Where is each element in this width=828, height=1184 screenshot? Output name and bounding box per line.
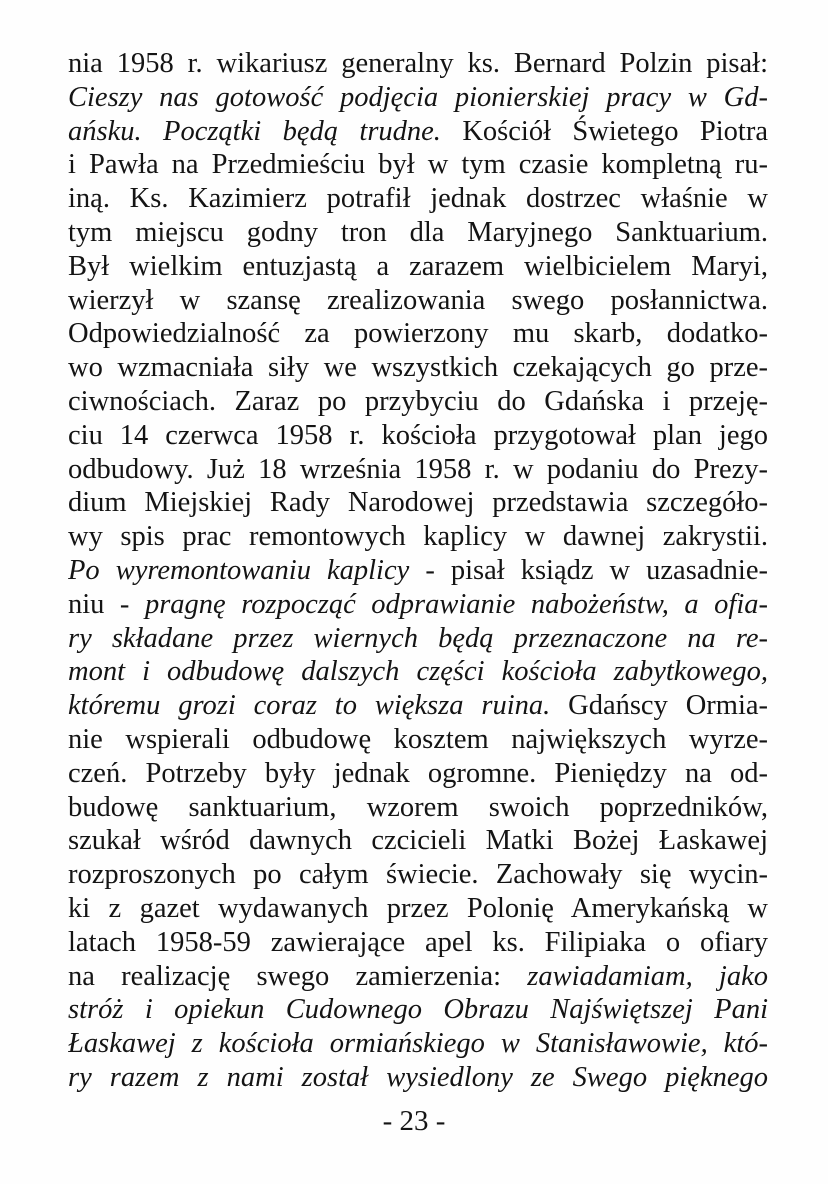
text-segment-roman: Był wielkim entuzjastą a zarazem wielbicielem Maryi, — [68, 250, 768, 282]
text-line — [68, 757, 768, 791]
text-segment-roman: rozproszonych po całym świecie. Zachowały się wycin- — [68, 859, 768, 891]
text-line — [68, 419, 768, 453]
page-number: - 23 - — [382, 1105, 446, 1137]
text-line — [68, 47, 768, 81]
text-segment-roman: Odpowiedzialność za powierzony mu skarb, dodatko- — [68, 318, 768, 350]
text-line — [68, 1027, 768, 1061]
text-line — [68, 723, 768, 757]
text-line — [68, 351, 768, 385]
text-line — [68, 385, 768, 419]
text-line — [68, 317, 768, 351]
text-segment-roman: - pisał ksiądz w uzasadnie- — [409, 554, 768, 586]
text-segment-roman: wo wzmacniała siły we wszystkich czekających go prze- — [68, 352, 768, 384]
text-segment-roman: niu - — [68, 588, 145, 620]
text-segment-italic: ańsku. Początki będą trudne. — [68, 115, 441, 147]
text-segment-italic: stróż i opiekun Cudownego Obrazu Najświętszej Pani — [68, 994, 768, 1026]
text-line — [68, 216, 768, 250]
text-line — [68, 115, 768, 149]
text-segment-italic: Cieszy nas gotowość podjęcia pionierskiej pracy w Gd- — [68, 81, 768, 113]
text-line — [68, 655, 768, 689]
text-segment-italic: pragnę rozpocząć odprawianie nabożeństw, a ofia- — [144, 588, 768, 620]
text-segment-roman: latach 1958-59 zawierające apel ks. Filipiaka o ofiary — [68, 926, 768, 958]
text-line — [68, 182, 768, 216]
text-line — [68, 960, 768, 994]
text-line — [68, 1061, 768, 1095]
text-line — [68, 284, 768, 318]
text-line — [68, 622, 768, 656]
text-segment-roman: ki z gazet wydawanych przez Polonię Amerykańską w — [68, 892, 768, 924]
text-segment-roman: budowę sanktuarium, wzorem swoich poprzedników, — [68, 791, 768, 823]
text-segment-roman: nie wspierali odbudowę kosztem największych wyrze- — [68, 723, 768, 755]
text-line — [68, 588, 768, 622]
text-line — [68, 81, 768, 115]
text-segment-italic: zawiadamiam, jako — [527, 960, 768, 992]
text-line — [68, 554, 768, 588]
text-segment-roman: Kościół Świetego Piotra — [440, 115, 768, 147]
text-segment-italic: Po wyremontowaniu kaplicy — [68, 554, 410, 586]
text-segment-roman: wy spis prac remontowych kaplicy w dawnej zakrystii. — [68, 521, 768, 553]
text-segment-roman: tym miejscu godny tron dla Maryjnego Sanktuarium. — [68, 216, 768, 248]
text-line — [68, 824, 768, 858]
text-line — [68, 892, 768, 926]
text-line — [68, 520, 768, 554]
text-segment-italic: ry składane przez wiernych będą przeznaczone na re- — [68, 622, 768, 654]
text-line — [68, 993, 768, 1027]
text-segment-roman: ciwnościach. Zaraz po przybyciu do Gdańska i przeję- — [68, 385, 768, 417]
text-line — [68, 453, 768, 487]
text-segment-roman: iną. Ks. Kazimierz potrafił jednak dostrzec właśnie w — [68, 183, 768, 215]
text-segment-roman: nia 1958 r. wikariusz generalny ks. Bernard Polzin pisał: — [68, 48, 768, 79]
text-segment-roman: ciu 14 czerwca 1958 r. kościoła przygotował plan jego — [68, 419, 768, 451]
text-line — [68, 689, 768, 723]
body-text — [68, 47, 768, 1095]
text-line — [68, 791, 768, 825]
text-segment-roman: odbudowy. Już 18 września 1958 r. w podaniu do Prezy- — [68, 453, 768, 485]
text-segment-roman: szukał wśród dawnych czcicieli Matki Bożej Łaskawej — [68, 825, 768, 857]
text-segment-italic: ry razem z nami został wysiedlony ze Swego pięknego — [68, 1061, 768, 1093]
text-line — [68, 148, 768, 182]
text-line — [68, 486, 768, 520]
text-segment-italic: któremu grozi coraz to większa ruina. — [68, 690, 551, 722]
text-line — [68, 858, 768, 892]
text-segment-roman: i Pawła na Przedmieściu był w tym czasie kompletną ru- — [68, 149, 768, 181]
text-segment-roman: wierzył w szansę zrealizowania swego posłannictwa. — [68, 284, 768, 316]
text-line — [68, 926, 768, 960]
text-segment-italic: Łaskawej z kościoła ormiańskiego w Stanisławowie, któ- — [68, 1028, 768, 1060]
text-segment-roman: czeń. Potrzeby były jednak ogromne. Pieniędzy na od- — [68, 757, 768, 789]
text-segment-roman: dium Miejskiej Rady Narodowej przedstawia szczegóło- — [68, 487, 768, 519]
text-segment-roman: na realizację swego zamierzenia: — [68, 960, 528, 992]
text-segment-italic: mont i odbudowę dalszych części kościoła zabytkowego, — [68, 656, 768, 688]
text-line — [68, 250, 768, 284]
text-segment-roman: Gdańscy Ormia- — [550, 690, 768, 722]
